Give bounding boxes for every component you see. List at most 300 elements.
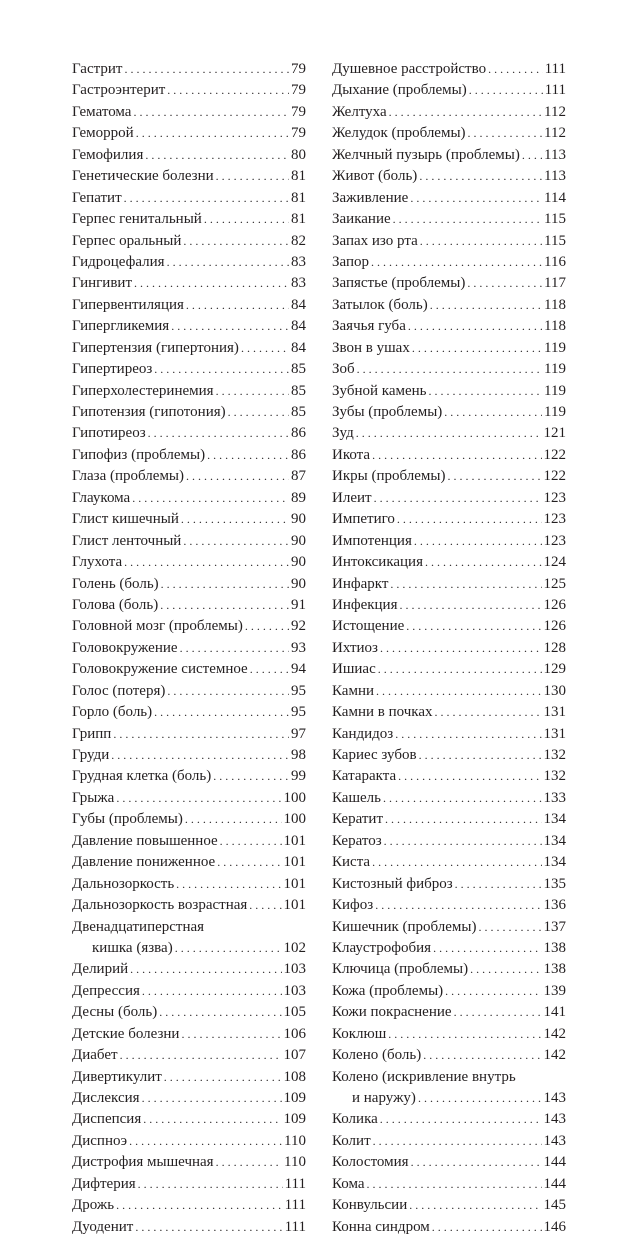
dot-leader [135, 1217, 282, 1238]
entry-title: Дифтерия [72, 1175, 136, 1192]
entry-title: Грыжа [72, 789, 115, 806]
dot-leader [390, 574, 541, 595]
index-entry [72, 809, 306, 830]
index-entry [332, 488, 566, 509]
entry-title: Кашель [332, 789, 381, 806]
entry-line [332, 788, 566, 809]
dot-leader [136, 123, 289, 144]
entry-line [72, 895, 306, 916]
entry-title: Колит [332, 1132, 371, 1149]
entry-line [72, 423, 306, 444]
page-number: 105 [283, 1004, 306, 1021]
page-number: 143 [543, 1090, 566, 1106]
page-number: 81 [291, 189, 306, 206]
page-number: 145 [543, 1197, 566, 1214]
entry-line [332, 102, 566, 123]
entry-line [72, 616, 306, 637]
index-entry [72, 895, 306, 916]
index-entry [72, 702, 306, 723]
index-entry [72, 959, 306, 980]
dot-leader [470, 959, 541, 980]
dot-leader [429, 381, 543, 402]
entry-line [332, 1131, 566, 1152]
page-number: 143 [543, 1132, 566, 1149]
index-entry [332, 1002, 566, 1023]
entry-line [72, 123, 306, 144]
entry-title: Дрожь [72, 1197, 115, 1214]
entry-title: Гипертиреоз [72, 361, 153, 378]
index-entry [332, 1024, 566, 1045]
entry-title: Зоб [332, 361, 355, 378]
entry-line [332, 295, 566, 316]
page-number: 90 [291, 575, 306, 592]
page-number: 135 [543, 875, 566, 892]
entry-line [332, 423, 566, 444]
dot-leader [375, 895, 541, 916]
page-number: 81 [291, 168, 306, 185]
entry-title: Грудная клетка (боль) [72, 768, 212, 785]
dot-leader [245, 616, 289, 637]
entry-title: Звон в ушах [332, 339, 410, 356]
dot-leader [160, 595, 289, 616]
entry-line [72, 209, 306, 230]
entry-title: Гастроэнтерит [72, 82, 166, 99]
dot-leader [371, 252, 542, 273]
entry-title: Желудок (проблемы) [332, 125, 466, 142]
page-number: 118 [544, 318, 566, 335]
dot-leader [164, 1067, 282, 1088]
entry-title: Кандидоз [332, 725, 394, 742]
index-entry [332, 209, 566, 230]
page-number: 142 [543, 1025, 566, 1042]
entry-title: Колостомия [332, 1154, 409, 1171]
dot-leader [124, 188, 289, 209]
entry-title: Гематома [72, 103, 132, 120]
entry-title: Дыхание (проблемы) [332, 82, 467, 99]
page-number: 134 [543, 832, 566, 849]
entry-line [332, 638, 566, 659]
entry-line [332, 231, 566, 252]
index-entry [332, 874, 566, 895]
entry-line [332, 1109, 566, 1130]
entry-title: Зубной камень [332, 382, 427, 399]
page-number: 143 [543, 1111, 566, 1128]
page-number: 131 [543, 704, 566, 721]
entry-title: Гипотензия (гипотония) [72, 404, 226, 420]
entry-title: Зуд [332, 425, 354, 442]
page-number: 141 [543, 1004, 566, 1021]
page-number: 123 [543, 511, 566, 528]
index-entry [72, 766, 306, 787]
dot-leader [420, 231, 542, 252]
index-entry [72, 724, 306, 745]
entry-title: Глухота [72, 554, 123, 571]
dot-leader [213, 766, 289, 787]
index-entry [332, 273, 566, 294]
entry-title: Дислексия [72, 1090, 140, 1106]
page-number: 137 [543, 918, 566, 935]
dot-leader [393, 209, 542, 230]
entry-title: Головокружение [72, 639, 178, 656]
entry-title: Заживление [332, 189, 409, 206]
index-entry [72, 852, 306, 873]
page-number: 119 [544, 339, 566, 356]
entry-line [332, 145, 566, 166]
page-number: 132 [543, 768, 566, 785]
dot-leader [419, 166, 542, 187]
page-number: 79 [291, 125, 306, 142]
entry-title: Кистозный фиброз [332, 875, 453, 892]
index-entry [332, 445, 566, 466]
dot-leader [378, 659, 542, 680]
page-number: 93 [291, 639, 306, 656]
page-number: 125 [543, 575, 566, 592]
page-number: 112 [544, 103, 566, 120]
dot-leader [380, 638, 542, 659]
index-entry [72, 1152, 306, 1173]
page-number: 101 [283, 875, 306, 892]
entry-title: Головокружение системное [72, 661, 248, 678]
page-number: 113 [544, 168, 566, 185]
entry-line [332, 938, 566, 959]
dot-leader [445, 981, 541, 1002]
entry-title: Икота [332, 446, 371, 463]
index-entry [72, 659, 306, 680]
entry-title: Глист ленточный [72, 532, 182, 549]
entry-line [72, 938, 306, 959]
entry-title: Заикание [332, 211, 391, 228]
index-entry [72, 316, 306, 337]
index-entry [332, 681, 566, 702]
entry-title: Гипофиз (проблемы) [72, 446, 206, 463]
dot-leader [216, 166, 289, 187]
page-number: 100 [283, 789, 306, 806]
index-entry [72, 273, 306, 294]
entry-line [72, 659, 306, 680]
entry-title: Гипотиреоз [72, 425, 146, 442]
index-entry [332, 102, 566, 123]
index-entry [72, 1024, 306, 1045]
entry-line [72, 852, 306, 873]
entry-title: Импетиго [332, 511, 395, 528]
page-number: 115 [544, 211, 566, 228]
index-entry [332, 745, 566, 766]
page-number: 111 [284, 1175, 306, 1192]
index-entry [72, 552, 306, 573]
entry-line [72, 745, 306, 766]
page-number: 103 [283, 961, 306, 978]
page-number: 138 [543, 961, 566, 978]
entry-title: Генетические болезни [72, 168, 214, 185]
entry-line [332, 1045, 566, 1066]
entry-title: Камни [332, 682, 375, 699]
index-entry [72, 1195, 306, 1216]
entry-line [72, 1152, 306, 1173]
dot-leader [376, 681, 541, 702]
page-number: 131 [543, 725, 566, 742]
index-entry [72, 445, 306, 466]
entry-title: Конвульсии [332, 1197, 408, 1214]
entry-line [72, 145, 306, 166]
index-entry [332, 766, 566, 787]
entry-title: Коклюш [332, 1025, 387, 1042]
dot-leader [444, 402, 542, 423]
page-number: 124 [543, 554, 566, 571]
entry-line [72, 874, 306, 895]
page-number: 109 [283, 1090, 306, 1106]
page-number: 101 [283, 897, 306, 914]
entry-line [332, 595, 566, 616]
entry-title: Инфаркт [332, 575, 389, 592]
entry-title: Душевное расстройство [332, 61, 487, 77]
page-number: 123 [543, 532, 566, 549]
entry-line [72, 1195, 306, 1216]
index-entry [72, 381, 306, 402]
page-number: 110 [284, 1154, 306, 1171]
entry-title: Запор [332, 253, 370, 270]
index-entry [72, 531, 306, 552]
dot-leader [124, 59, 289, 80]
page-number: 86 [291, 425, 306, 442]
entry-title: Гидроцефалия [72, 253, 165, 270]
entry-line [332, 681, 566, 702]
entry-title: Голень (боль) [72, 575, 159, 592]
entry-title: Головной мозг (проблемы) [72, 618, 243, 635]
entry-line [332, 552, 566, 573]
page-number: 98 [291, 747, 306, 763]
entry-title: Дистрофия мышечная [72, 1154, 214, 1171]
entry-line [72, 402, 306, 423]
index-entry [332, 616, 566, 637]
entry-title: Киста [332, 854, 371, 871]
entry-line [72, 766, 306, 787]
dot-leader [134, 273, 289, 294]
dot-leader [522, 145, 542, 166]
index-entry [332, 574, 566, 595]
entry-line [332, 359, 566, 380]
page-number: 95 [291, 682, 306, 699]
entry-title: Запястье (проблемы) [332, 275, 466, 292]
page-number: 83 [291, 275, 306, 292]
page-number: 94 [291, 661, 306, 678]
index-entry [332, 1152, 566, 1173]
entry-line [72, 488, 306, 509]
page-number: 83 [291, 253, 306, 270]
index-entry [72, 209, 306, 230]
entry-line [332, 252, 566, 273]
entry-line [72, 59, 306, 80]
index-entry [72, 1067, 306, 1088]
index-entry [72, 80, 306, 101]
index-entry [72, 1174, 306, 1195]
index-entry [72, 509, 306, 530]
index-entry [332, 295, 566, 316]
index-column-left [72, 59, 306, 1238]
entry-line [72, 681, 306, 702]
page-number: 114 [544, 189, 566, 206]
page-number: 91 [291, 596, 306, 613]
entry-title: Диспепсия [72, 1111, 142, 1128]
dot-leader [159, 1002, 281, 1023]
entry-line [72, 1109, 306, 1130]
entry-title: Истощение [332, 618, 405, 635]
entry-line [332, 316, 566, 337]
index-entry [72, 188, 306, 209]
entry-title: Илеит [332, 489, 372, 506]
dot-leader [228, 402, 289, 423]
page-number: 111 [284, 1197, 306, 1214]
index-entry [332, 638, 566, 659]
entry-title: Икры (проблемы) [332, 468, 446, 485]
page-number: 81 [291, 211, 306, 228]
page-number: 106 [283, 1025, 306, 1042]
entry-title: Ихтиоз [332, 639, 378, 656]
page-number: 121 [543, 425, 566, 442]
entry-title: Колено (искривление внутрь [332, 1068, 516, 1085]
index-entry [332, 1195, 566, 1216]
dot-leader [120, 1045, 282, 1066]
page-number: 85 [291, 382, 306, 399]
page-number: 110 [284, 1132, 306, 1149]
page-number: 90 [291, 532, 306, 549]
entry-line [332, 874, 566, 895]
index-entry [332, 231, 566, 252]
entry-line [332, 1195, 566, 1216]
entry-line [72, 981, 306, 1002]
dot-leader [186, 466, 289, 487]
entry-line [332, 209, 566, 230]
index-entry [332, 552, 566, 573]
entry-title: Диабет [72, 1047, 118, 1064]
entry-line [332, 509, 566, 530]
index-entry [72, 295, 306, 316]
page-number: 111 [544, 61, 566, 77]
page-number: 122 [543, 446, 566, 463]
entry-line [72, 509, 306, 530]
index-entry [332, 338, 566, 359]
page-number: 84 [291, 339, 306, 356]
dot-leader [423, 1045, 541, 1066]
dot-leader [171, 316, 289, 337]
entry-line [332, 959, 566, 980]
index-entry [332, 402, 566, 423]
index-entry [332, 509, 566, 530]
dot-leader [399, 595, 541, 616]
dot-leader [183, 231, 289, 252]
entry-line [332, 659, 566, 680]
entry-line [72, 531, 306, 552]
entry-line [72, 273, 306, 294]
entry-line [72, 102, 306, 123]
dot-leader [124, 552, 289, 573]
page-number: 144 [543, 1154, 566, 1171]
page-number: 122 [543, 468, 566, 485]
entry-line [72, 574, 306, 595]
entry-title: Дальнозоркость [72, 875, 175, 892]
index-entry [72, 681, 306, 702]
entry-line [332, 1217, 566, 1238]
page-number: 90 [291, 511, 306, 528]
index-column-right [332, 59, 566, 1238]
entry-title: Голова (боль) [72, 596, 159, 613]
dot-leader [241, 338, 289, 359]
index-entry [72, 145, 306, 166]
index-entry [332, 981, 566, 1002]
entry-line [72, 1045, 306, 1066]
dot-leader [185, 809, 282, 830]
entry-title: Клаустрофобия [332, 939, 432, 956]
entry-line [332, 1002, 566, 1023]
page-number: 111 [284, 1218, 306, 1235]
entry-line [72, 1067, 306, 1088]
dot-leader [138, 1174, 283, 1195]
page-number: 79 [291, 82, 306, 99]
dot-leader [161, 574, 289, 595]
page-number: 89 [291, 489, 306, 506]
index-entry [72, 423, 306, 444]
entry-title: Затылок (боль) [332, 296, 428, 313]
dot-leader [216, 381, 289, 402]
page-number: 108 [283, 1068, 306, 1085]
page-number: 128 [543, 639, 566, 656]
entry-line [72, 595, 306, 616]
index-entry [332, 809, 566, 830]
page-number: 101 [283, 854, 306, 871]
entry-line [332, 1088, 566, 1109]
index-entry [72, 745, 306, 766]
page-number: 130 [543, 682, 566, 699]
index-entry [332, 724, 566, 745]
dot-leader [167, 252, 289, 273]
index-entry [72, 123, 306, 144]
dot-leader [186, 295, 289, 316]
page-number: 116 [544, 253, 566, 270]
dot-leader [395, 724, 541, 745]
page-number: 99 [291, 768, 306, 785]
entry-title: Инфекция [332, 596, 398, 613]
index-entry [72, 338, 306, 359]
entry-title: Кифоз [332, 897, 374, 914]
dot-leader [389, 102, 542, 123]
page-number: 85 [291, 361, 306, 378]
entry-line [72, 188, 306, 209]
page-number: 132 [543, 747, 566, 763]
entry-title: Гипервентиляция [72, 296, 184, 313]
page-number: 136 [543, 897, 566, 914]
entry-line [72, 252, 306, 273]
entry-line [72, 80, 306, 101]
index-entry [72, 981, 306, 1002]
index-entry [332, 831, 566, 852]
index-entry [72, 466, 306, 487]
entry-line [332, 616, 566, 637]
index-entry [72, 917, 306, 960]
index-entry [72, 1045, 306, 1066]
index-entry [332, 59, 566, 80]
index-entry [332, 123, 566, 144]
entry-title: Кома [332, 1175, 365, 1192]
page-number: 95 [291, 704, 306, 721]
entry-line [332, 702, 566, 723]
page-number: 100 [283, 811, 306, 828]
index-entry [332, 381, 566, 402]
page-number: 119 [544, 361, 566, 378]
entry-line [332, 917, 566, 938]
entry-title: Делирий [72, 961, 129, 978]
entry-line [332, 402, 566, 423]
page-number: 142 [543, 1047, 566, 1064]
entry-title-continued: и наружу) [352, 1090, 416, 1106]
